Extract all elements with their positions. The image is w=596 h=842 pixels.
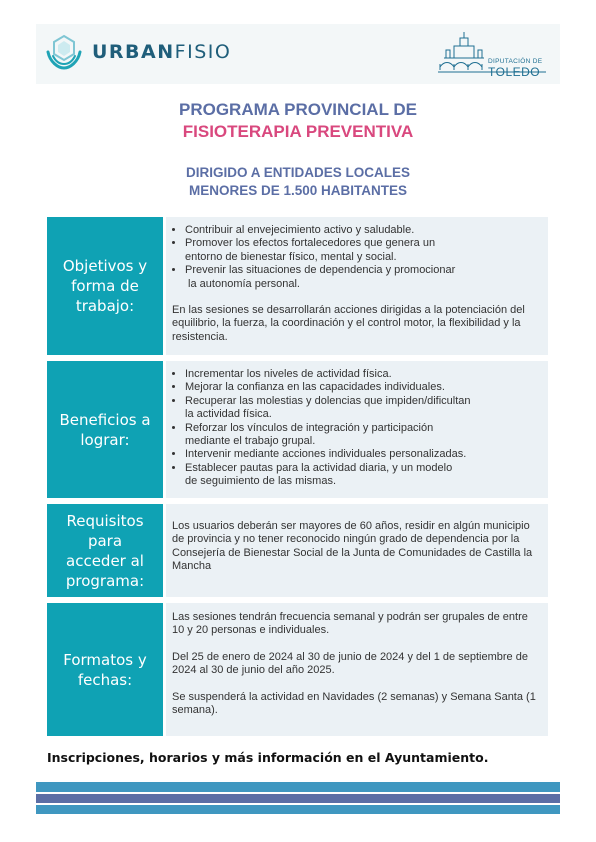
audience-line1: DIRIGIDO A ENTIDADES LOCALES — [185, 165, 410, 180]
hands-hexagon-icon — [44, 32, 84, 72]
list-item-text: • Recuperar las molestias y dolencias que impiden/dificultan — [185, 394, 471, 407]
footer-info: Inscripciones, horarios y más información en el Ayuntamiento. — [47, 750, 489, 765]
list-item — [185, 422, 540, 449]
requisitos-paragraph: Los usuarios deberán ser mayores de 60 años, residir en algún municipio de provincia y no tener reconocido ningún grado de dependencia por la Consejería de Bienestar Social de la Junta de Comunidades de Castilla la Mancha — [172, 520, 533, 573]
label-line: Objetivos y — [62, 257, 148, 275]
section-content-objetivos — [166, 217, 548, 355]
list-item-text: • Contribuir al envejecimiento activo y saludable. — [185, 224, 415, 236]
section-formatos — [47, 603, 548, 736]
section-label-formatos — [47, 603, 163, 736]
diputacion-toledo-logo — [438, 28, 548, 80]
brand-light: FISIO — [174, 41, 232, 63]
label-line: Beneficios a — [59, 410, 151, 429]
brand-name — [92, 41, 231, 63]
urbanfisio-logo — [44, 32, 231, 72]
label-line: fechas: — [77, 670, 133, 689]
program-title-line1: PROGRAMA PROVINCIAL DE — [178, 100, 418, 119]
section-label-requisitos — [47, 504, 163, 597]
list-item-text: de seguimiento de las mismas. — [185, 475, 337, 488]
label-line: para — [87, 531, 123, 550]
objetivos-paragraph: En las sesiones se desarrollarán acciones dirigidas a la potenciación del equilibrio, la fuerza, la coordinación y el control motor, la flexibilidad y la resistencia. — [172, 304, 525, 343]
label-line: Requisitos — [66, 511, 144, 530]
section-content-beneficios — [166, 361, 548, 498]
list-item — [185, 395, 540, 422]
list-item-text: • Promover los efectos fortalecedores que genera un — [185, 237, 436, 250]
section-label-objetivos — [47, 217, 163, 355]
list-item-text: entorno de bienestar físico, mental y social. — [185, 250, 397, 263]
list-item — [185, 264, 540, 291]
diputacion-label: DIPUTACIÓN DE — [488, 58, 543, 65]
formatos-dates: Del 25 de enero de 2024 al 30 de junio de 2024 y del 1 de septiembre de 2024 al 30 de junio del año 2025. — [172, 650, 528, 677]
list-item — [185, 448, 540, 461]
formatos-suspension: Se suspenderá la actividad en Navidades (2 semanas) y Semana Santa (1 semana). — [172, 690, 536, 717]
list-item-text: la actividad física. — [185, 408, 272, 421]
program-title-line2: FISIOTERAPIA PREVENTIVA — [182, 122, 414, 141]
label-line: programa: — [65, 571, 145, 590]
label-line: trabajo: — [75, 297, 135, 315]
section-content-requisitos — [166, 504, 548, 597]
list-item — [185, 368, 540, 381]
list-item-text: la autonomía personal. — [185, 277, 300, 290]
label-line: forma de — [71, 277, 139, 295]
label-line: lograr: — [80, 430, 130, 449]
list-item — [185, 462, 540, 489]
beneficios-list — [172, 368, 540, 489]
section-label-beneficios — [47, 361, 163, 498]
brand-bold: URBAN — [92, 41, 175, 63]
list-item-text: • Incrementar los niveles de actividad física. — [185, 368, 392, 380]
footer-stripe — [36, 805, 560, 814]
list-item — [185, 224, 540, 237]
list-item — [185, 381, 540, 394]
label-line: acceder al — [66, 551, 144, 570]
formatos-frequency: Las sesiones tendrán frecuencia semanal y podrán ser grupales de entre 10 y 20 personas e individuales. — [172, 611, 528, 637]
section-objetivos — [47, 217, 548, 355]
list-item-text: • Establecer pautas para la actividad diaria, y un modelo — [185, 461, 453, 474]
section-requisitos — [47, 504, 548, 597]
list-item-text: • Intervenir mediante acciones individuales personalizadas. — [185, 448, 467, 461]
header-band — [36, 24, 560, 84]
audience-line2: MENORES DE 1.500 HABITANTES — [188, 183, 408, 198]
toledo-label: TOLEDO — [488, 65, 541, 79]
list-item — [185, 237, 540, 264]
list-item-text: • Mejorar la confianza en las capacidades individuales. — [185, 381, 445, 394]
label-line: Formatos y — [63, 650, 147, 669]
section-beneficios — [47, 361, 548, 498]
footer-stripe — [36, 794, 560, 803]
list-item-text: • Reforzar los vínculos de integración y participación — [185, 421, 434, 434]
objetivos-list — [172, 224, 540, 291]
footer-stripe — [36, 782, 560, 792]
list-item-text: • Prevenir las situaciones de dependencia y promocionar — [185, 264, 456, 277]
section-content-formatos — [166, 603, 548, 736]
list-item-text: mediante el trabajo grupal. — [185, 435, 316, 448]
